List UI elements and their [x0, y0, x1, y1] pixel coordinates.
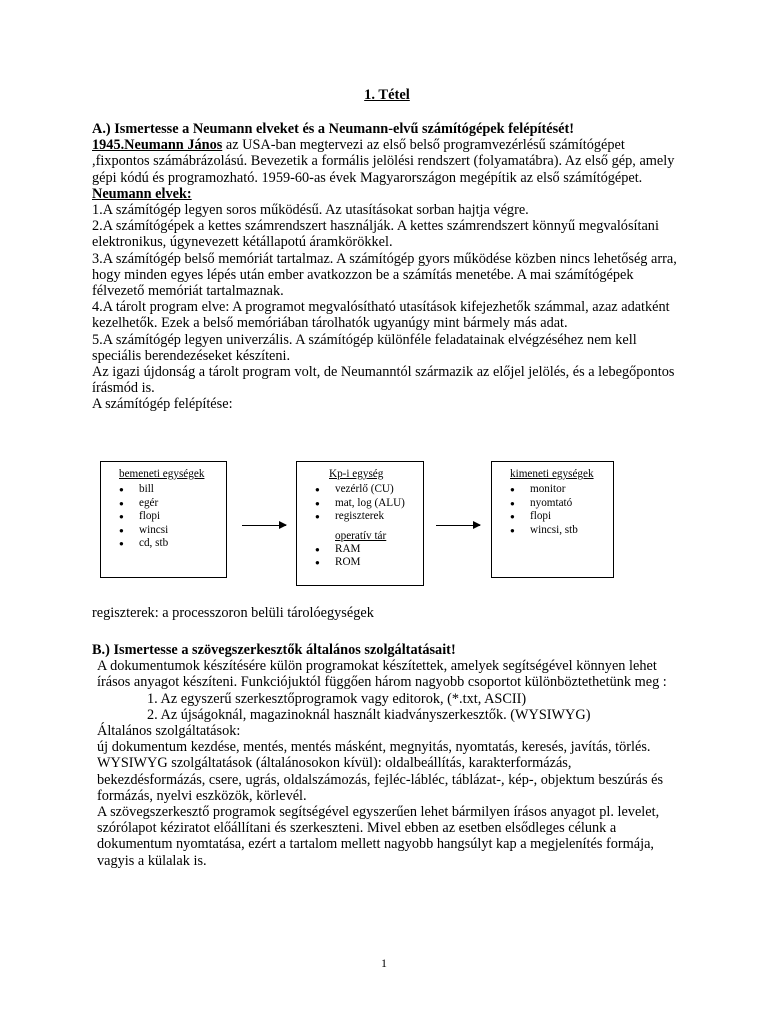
output-units-title: kimeneti egységek: [510, 468, 594, 480]
input-units-box: [100, 461, 227, 578]
elv-item: 5.A számítógép legyen univerzális. A számítógép különféle feladatainak elvégzéséhez nem kell speciális berendezéseket készíteni.: [92, 331, 637, 364]
cpu-title: Kp-i egység: [329, 468, 384, 480]
input-units-title: bemeneti egységek: [119, 468, 205, 480]
output-item: ● flopi: [492, 510, 613, 523]
final-paragraph: A szövegszerkesztő programok segítségével egyszerűen lehet bármilyen írásos anyagot pl. levelet, szórólapot kéziratot előállítani és szerkeszteni. Mivel ebben az esetben elsődleges célunk a dokumentum nyomtatása, ezért a tartalom mellett nagyobb hangsúlyt kap a megjelenítés formája, vagyis a külalak is.: [97, 804, 660, 869]
structure-label: A számítógép felépítése:: [92, 396, 233, 413]
section-b: [92, 642, 682, 869]
neumann-elvek-heading: Neumann elvek:: [92, 185, 192, 202]
input-item: ● egér: [101, 497, 226, 510]
cpu-item: ● vezérlő (CU): [297, 483, 423, 496]
arrow-right-icon: [436, 525, 480, 526]
elv-item: 4.A tárolt program elve: A programot megvalósítható utasítások kifejezhetők számmal, azaz adatként kezelhetők. Ezek a belső memóriában tárolhatók ugyanúgy mint bármely más adat.: [92, 299, 670, 332]
input-item: ● wincsi: [101, 524, 226, 537]
registers-note: regiszterek: a processzoron belüli tárolóegységek: [92, 605, 374, 621]
editor-group-item: 1. Az egyszerű szerkesztőprogramok vagy editorok, (*.txt, ASCII): [147, 690, 527, 707]
closing-text: Az igazi újdonság a tárolt program volt, de Neumanntól származik az előjel jelölés, és a lebegőpontos írásmód is.: [92, 364, 675, 397]
output-item: ● wincsi, stb: [492, 524, 613, 537]
output-units-box: [491, 461, 614, 578]
input-item: ● flopi: [101, 510, 226, 523]
cpu-item: ● regiszterek: [297, 510, 423, 523]
section-a-intro: [92, 137, 682, 186]
page-number: 1: [381, 956, 387, 970]
output-item: ● nyomtató: [492, 497, 613, 510]
cpu-box: [296, 461, 424, 586]
operative-memory-title: operatív tár: [335, 529, 387, 542]
section-a: [92, 121, 682, 413]
section-a-question: A.) Ismertesse a Neumann elveket és a Neumann-elvű számítógépek felépítését!: [92, 121, 575, 137]
elv-item: 2.A számítógépek a kettes számrendszert használják. A kettes számrendszert könnyű megvalósítani elektronikus, úgynevezett kétállapotú áramkörökkel.: [92, 218, 659, 251]
section-b-question: B.) Ismertesse a szövegszerkesztők általános szolgáltatásait!: [92, 642, 456, 658]
output-item: ● monitor: [492, 483, 613, 496]
page-title: 1. Tétel: [364, 87, 410, 103]
cpu-item: ● mat, log (ALU): [297, 497, 423, 510]
general-services-text: új dokumentum kezdése, mentés, mentés másként, megnyitás, nyomtatás, keresés, javítás, törlés.: [97, 739, 651, 756]
general-services-heading: Általános szolgáltatások:: [97, 723, 241, 740]
elv-item: 3.A számítógép belső memóriát tartalmaz. A számítógép gyors működése közben nincs lehetőség arra, hogy minden egyes lépés után ember avatkozzon be a számítás menetébe. A mai számítógépek félvezető memóriát tartalmaznak.: [92, 250, 677, 300]
wysiwyg-services-text: WYSIWYG szolgáltatások (általánosokon kívül): oldalbeállítás, karakterformázás, bekezdésformázás, csere, ugrás, oldalszámozás, fejléc-lábléc, táblázat-, kép-, objektum beszúrás és formázás, nyelvi eszközök, körlevél.: [97, 755, 664, 804]
arrow-right-icon: [242, 525, 286, 526]
editor-group-item: 2. Az újságoknál, magazinoknál használt kiadványszerkesztők. (WYSIWYG): [147, 706, 591, 723]
elv-item: 1.A számítógép legyen soros működésű. Az utasításokat sorban hajtja végre.: [92, 202, 529, 219]
input-item: ● bill: [101, 483, 226, 496]
intro-bold: 1945.Neumann János: [92, 137, 223, 154]
memory-item: ● RAM: [297, 543, 423, 556]
intro-rest: az USA-ban megtervezi az első belső programvezérlésű számítógépet ,fixpontos számábrázolású. Bevezetik a formális jelölési rendszert (folyamatábra). Az első gép, amely gépi kódú és programozható. 1959-60-as évek Magyarországon megépítik az első számítógépet.: [92, 137, 675, 186]
computer-structure-diagram: [92, 461, 682, 581]
section-b-intro: A dokumentumok készítésére külön programokat készítettek, amelyek segítségével könnyen lehet írásos anyagot készíteni. Funkciójuktól függően három nagyobb csoportot különböztethetünk meg :: [97, 658, 667, 691]
input-item: ● cd, stb: [101, 537, 226, 550]
memory-item: ● ROM: [297, 556, 423, 569]
